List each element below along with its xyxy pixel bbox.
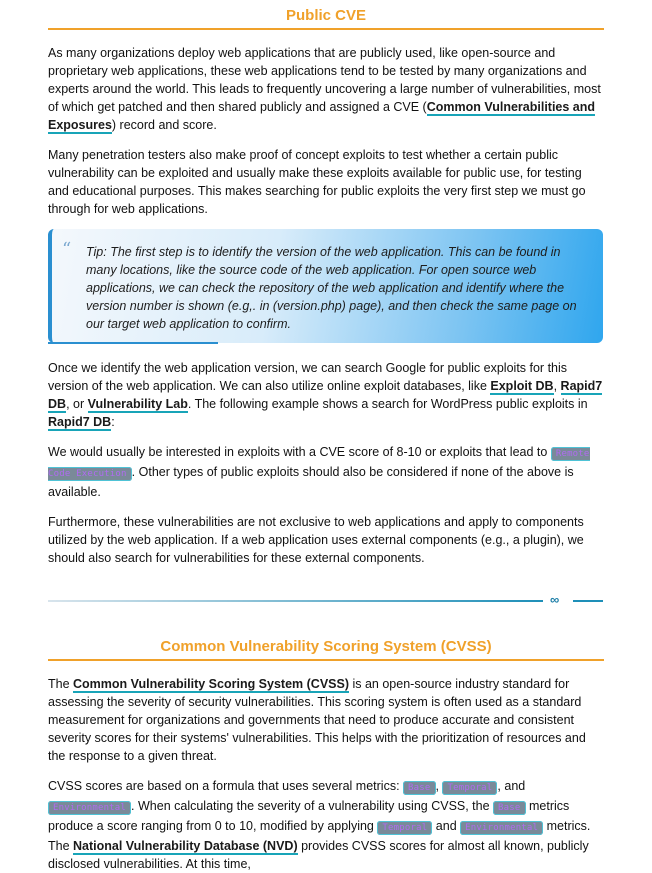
- section-cvss: [0, 638, 652, 661]
- link-cvss[interactable]: Common Vulnerability Scoring System (CVSS): [73, 677, 349, 691]
- section-public-cve: [0, 7, 652, 30]
- paragraph-poc: Many penetration testers also make proof of concept exploits to test whether a certain public vulnerability can be exploited and usually make these exploits available for public use, for testing and educational purposes. This makes searching for public exploits the very first step we must go through for web applications.: [48, 148, 586, 216]
- paragraph-cvss-metrics: CVSS scores are based on a formula that uses several metrics: Base , Temporal , and Environmental . When calculating the severity of a vulnerability using CVSS, the Base metrics produce a score ranging from 0 to 10, modified by applying Temporal and Environmental metrics. The National Vulnerability Database (NVD) provides CVSS scores for almost all known, publicly disclosed vulnerabilities. At this time,: [48, 779, 591, 871]
- code-remote-code-execution: Remote Code Execution: [48, 449, 590, 479]
- paragraph-cvss-intro: The Common Vulnerability Scoring System (CVSS) is an open-source industry standard for assessing the severity of security vulnerabilities. This scoring system is often used as a standard measurement for organizations and governments that need to produce accurate and consistent severity scores for their systems' vulnerabilities. This helps with the prioritization of resources and the response to a given threat.: [48, 677, 586, 763]
- quote-icon: “: [62, 239, 72, 260]
- code-temporal: Temporal: [442, 781, 497, 795]
- paragraph-intro: As many organizations deploy web applications that are publicly used, like open-source and proprietary web applications, these web applications tend to be tested by many organizations and experts around the world. This leads to frequently uncovering a large number of vulnerabilities, most of which get patched and then shared publicly and assigned a CVE (Common Vulnerabilities and Exposures) record and score.: [48, 46, 601, 132]
- paragraph-exploit-dbs: Once we identify the web application version, we can search Google for public exploits for this version of the web application. We can also utilize online exploit databases, like Exploit DB, Rapid7 DB, or Vulnerability Lab. The following example shows a search for WordPress public exploits in Rapid7 DB:: [48, 361, 603, 429]
- link-cve[interactable]: Common Vulnerabilities and Exposures: [48, 100, 596, 132]
- code-environmental-2: Environmental: [460, 821, 543, 835]
- section-divider: [48, 592, 603, 607]
- link-rapid7-db[interactable]: Rapid7 DB: [48, 379, 603, 411]
- paragraph-components: Furthermore, these vulnerabilities are not exclusive to web applications and apply to components utilized by the web application. If a web application uses external components (e.g., a plugin), we should also search for vulnerabilities for these external components.: [48, 515, 584, 565]
- tip-accent-line: [48, 342, 218, 344]
- code-base: Base: [403, 781, 435, 795]
- code-base-2: Base: [493, 801, 525, 815]
- tip-text: Tip: The first step is to identify the version of the web application. This can be found in many locations, like the source code of the web application. For open source web applications, we can check the repository of the web application and identify where the version number is shown (e.g,. in (version.php) page), and then check the same page on our target web application to confirm.: [86, 245, 577, 331]
- section-title-public-cve: Public CVE: [48, 7, 604, 30]
- code-temporal-2: Temporal: [377, 821, 432, 835]
- link-exploit-db[interactable]: Exploit DB: [490, 379, 554, 393]
- link-vulnerability-lab[interactable]: Vulnerability Lab: [87, 397, 188, 411]
- code-environmental: Environmental: [48, 801, 131, 815]
- tip-box: [48, 229, 603, 343]
- link-rapid7-db-2[interactable]: Rapid7 DB: [48, 415, 112, 429]
- link-nvd[interactable]: National Vulnerability Database (NVD): [73, 839, 298, 853]
- knot-divider-icon: ∞: [550, 592, 560, 607]
- section-title-cvss: Common Vulnerability Scoring System (CVSS): [48, 638, 604, 661]
- paragraph-cve-score: We would usually be interested in exploits with a CVE score of 8-10 or exploits that lead to Remote Code Execution . Other types of public exploits should also be considered if none of the above is available.: [48, 445, 590, 499]
